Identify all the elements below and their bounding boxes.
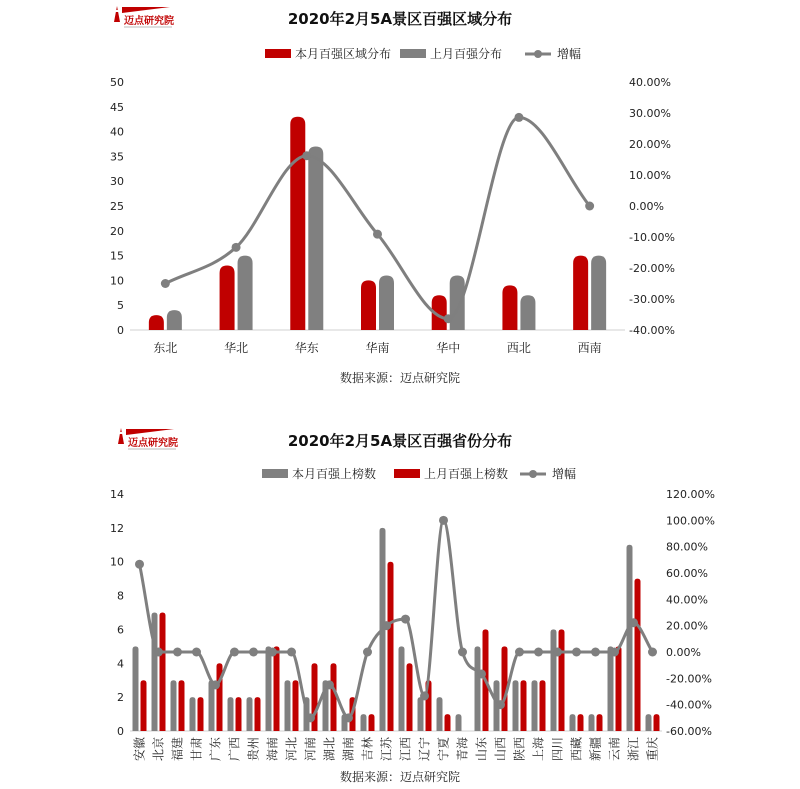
y-tick-label: 15 [110, 249, 124, 263]
x-category-label: 西北 [506, 341, 531, 355]
legend-label: 增幅 [557, 47, 582, 61]
legend-label: 上月百强分布 [430, 47, 503, 61]
logo-window-icon [120, 432, 123, 434]
line-point [344, 713, 353, 722]
legend-swatch [394, 469, 420, 478]
line-point [154, 648, 163, 657]
line-point [382, 621, 391, 630]
line-point [161, 279, 170, 288]
line-point [572, 648, 581, 657]
y-tick-label: 0 [117, 324, 124, 337]
x-category-label: 西南 [577, 341, 602, 355]
legend-item [400, 46, 502, 61]
line-point [192, 648, 201, 657]
bar-上月百强上榜数 [445, 714, 451, 731]
y2-tick-label: -60.00% [666, 725, 712, 738]
y-tick-label: 35 [110, 150, 124, 164]
x-category-label: 安徽 [132, 737, 147, 762]
line-point [306, 713, 315, 722]
legend-label: 本月百强区域分布 [295, 47, 392, 61]
y-tick-label: 0 [117, 725, 124, 738]
legend-swatch [400, 49, 426, 58]
x-category-label: 广西 [227, 737, 242, 762]
bar-上月百强上榜数 [179, 680, 185, 731]
legend-item [262, 466, 376, 481]
y-tick-label: 30 [110, 175, 124, 189]
bar-本月百强上榜数 [608, 646, 614, 731]
line-point [173, 648, 182, 657]
bar-本月百强上榜数 [285, 680, 291, 731]
line-point [302, 151, 311, 160]
bar-本月百强区域分布 [361, 280, 376, 330]
y-tick-label: 10 [110, 555, 124, 569]
y-tick-label: 25 [110, 200, 124, 213]
bar-上月百强上榜数 [635, 579, 641, 731]
y-tick-label: 6 [117, 623, 124, 637]
bar-本月百强上榜数 [589, 714, 595, 731]
x-category-label: 山西 [493, 737, 508, 762]
y2-tick-label: 20.00% [629, 138, 671, 151]
line-point [420, 691, 429, 700]
y2-tick-label: 120.00% [666, 488, 715, 501]
y-tick-label: 2 [117, 691, 124, 705]
line-point [373, 230, 382, 239]
y-tick-label: 14 [110, 488, 124, 501]
line-point [610, 648, 619, 657]
y2-tick-label: 0.00% [629, 200, 664, 213]
y2-tick-label: 60.00% [666, 567, 708, 580]
chart-2 [110, 432, 715, 784]
x-category-label: 海南 [265, 737, 280, 762]
line-point [458, 648, 467, 657]
y2-tick-label: -10.00% [629, 231, 675, 244]
bar-上月百强上榜数 [388, 562, 394, 731]
line-point [232, 243, 241, 252]
line-point [496, 700, 505, 709]
x-category-label: 华东 [294, 341, 319, 355]
data-source-note: 数据来源：迈点研究院 [339, 371, 461, 385]
logo-lighthouse-icon [114, 6, 120, 22]
bar-本月百强区域分布 [290, 117, 305, 330]
bar-本月百强上榜数 [437, 697, 443, 731]
bar-上月百强上榜数 [369, 714, 375, 731]
bar-本月百强上榜数 [646, 714, 652, 731]
chart-title: 2020年2月5A景区百强区域分布 [287, 10, 513, 28]
line-point [553, 648, 562, 657]
y-tick-label: 20 [110, 224, 124, 238]
y2-tick-label: 10.00% [629, 169, 671, 182]
x-category-label: 云南 [607, 737, 622, 762]
legend-marker [529, 470, 537, 478]
x-category-label: 陕西 [512, 737, 527, 762]
bar-上月百强上榜数 [198, 697, 204, 731]
bar-本月百强上榜数 [551, 629, 557, 731]
y-tick-label: 5 [117, 299, 124, 313]
chart-1 [110, 10, 675, 385]
line-point [287, 648, 296, 657]
y2-tick-label: 40.00% [666, 593, 708, 607]
x-category-label: 湖南 [341, 737, 356, 762]
legend-swatch [262, 469, 288, 478]
x-category-label: 江西 [398, 737, 413, 762]
bar-上月百强分布 [167, 310, 182, 330]
y-tick-label: 45 [110, 100, 124, 114]
line-point [401, 615, 410, 624]
bar-本月百强上榜数 [133, 646, 139, 731]
data-source-note: 数据来源：迈点研究院 [339, 770, 461, 784]
line-point [211, 680, 220, 689]
legend-label: 增幅 [552, 467, 577, 481]
x-category-label: 华南 [365, 341, 390, 355]
y-tick-label: 50 [110, 76, 124, 89]
y-tick-label: 40 [110, 125, 124, 139]
bar-上月百强上榜数 [578, 714, 584, 731]
bar-本月百强上榜数 [532, 680, 538, 731]
y2-tick-label: -40.00% [666, 698, 712, 712]
logo [114, 6, 174, 27]
bar-上月百强上榜数 [521, 680, 527, 731]
y2-tick-label: -20.00% [666, 672, 712, 686]
bar-上月百强上榜数 [654, 714, 660, 731]
bar-上月百强上榜数 [293, 680, 299, 731]
line-point [363, 648, 372, 657]
x-category-label: 四川 [550, 737, 565, 762]
bar-本月百强上榜数 [266, 646, 272, 731]
x-category-label: 辽宁 [417, 737, 432, 762]
x-category-label: 浙江 [626, 737, 641, 762]
line-point [249, 648, 258, 657]
x-category-label: 吉林 [360, 737, 375, 762]
y-tick-label: 4 [117, 657, 124, 671]
logo [118, 428, 178, 449]
x-category-label: 青海 [455, 737, 470, 762]
bar-上月百强上榜数 [274, 646, 280, 731]
legend-label: 本月百强上榜数 [292, 467, 377, 481]
line-point [439, 516, 448, 525]
legend-item [265, 46, 391, 61]
x-category-label: 东北 [153, 341, 178, 355]
bar-上月百强上榜数 [616, 646, 622, 731]
x-category-label: 华中 [436, 341, 461, 355]
bar-本月百强区域分布 [220, 266, 235, 330]
x-category-label: 新疆 [588, 737, 603, 762]
line-point [477, 669, 486, 678]
line-point [268, 648, 277, 657]
bar-上月百强上榜数 [160, 613, 166, 732]
line-point [515, 648, 524, 657]
x-category-label: 广东 [208, 737, 223, 762]
bar-本月百强上榜数 [247, 697, 253, 731]
line-point [135, 560, 144, 569]
logo-text: 迈点研究院 [124, 16, 174, 27]
logo-lighthouse-icon [118, 428, 124, 444]
x-category-label: 甘肃 [189, 737, 204, 762]
x-category-label: 重庆 [645, 737, 660, 762]
y2-tick-label: 100.00% [666, 514, 715, 528]
chart-title: 2020年2月5A景区百强省份分布 [287, 432, 513, 450]
logo-window-icon [116, 10, 119, 12]
legend-item [520, 466, 576, 481]
x-category-label: 华北 [224, 341, 249, 355]
bar-上月百强分布 [379, 275, 394, 330]
line-point [325, 680, 334, 689]
y2-tick-label: 20.00% [666, 619, 708, 633]
bar-本月百强上榜数 [513, 680, 519, 731]
bar-本月百强上榜数 [228, 697, 234, 731]
logo-flag-icon [126, 429, 174, 435]
bar-上月百强上榜数 [559, 629, 565, 731]
bar-上月百强分布 [520, 295, 535, 330]
bar-本月百强区域分布 [573, 256, 588, 330]
y-tick-label: 10 [110, 274, 124, 288]
y-tick-label: 8 [117, 589, 124, 603]
line-point [534, 648, 543, 657]
line-point [591, 648, 600, 657]
x-category-label: 福建 [170, 737, 185, 762]
bar-本月百强区域分布 [149, 315, 164, 330]
bar-上月百强分布 [591, 256, 606, 330]
logo-text: 迈点研究院 [128, 438, 178, 449]
bar-上月百强分布 [238, 256, 253, 330]
x-category-label: 山东 [474, 737, 489, 762]
x-category-label: 河南 [303, 737, 318, 762]
bar-上月百强上榜数 [597, 714, 603, 731]
bar-上月百强上榜数 [540, 680, 546, 731]
bar-上月百强上榜数 [331, 663, 337, 731]
bar-本月百强上榜数 [627, 545, 633, 731]
y2-tick-label: -20.00% [629, 262, 675, 275]
y2-tick-label: 80.00% [666, 540, 708, 554]
x-category-label: 湖北 [322, 737, 337, 762]
y2-tick-label: 40.00% [629, 76, 671, 89]
y-tick-label: 12 [110, 521, 124, 535]
x-category-label: 河北 [284, 737, 299, 762]
line-point [444, 314, 453, 323]
bar-本月百强上榜数 [475, 646, 481, 731]
bar-上月百强上榜数 [407, 663, 413, 731]
x-category-label: 上海 [531, 737, 546, 762]
x-category-label: 宁夏 [436, 737, 451, 762]
bar-上月百强上榜数 [141, 680, 147, 731]
legend-item [525, 46, 581, 61]
legend-item [394, 466, 508, 481]
bar-本月百强上榜数 [399, 646, 405, 731]
x-category-label: 江苏 [379, 737, 394, 762]
bar-本月百强上榜数 [570, 714, 576, 731]
bar-上月百强分布 [308, 146, 323, 330]
x-category-label: 北京 [151, 737, 166, 762]
legend-marker [534, 50, 542, 58]
bar-上月百强分布 [450, 275, 465, 330]
logo-flag-icon [122, 7, 170, 13]
y2-tick-label: -30.00% [629, 293, 675, 306]
bar-本月百强上榜数 [418, 697, 424, 731]
bar-上月百强上榜数 [236, 697, 242, 731]
legend-swatch [265, 49, 291, 58]
line-point [514, 113, 523, 122]
line-point [629, 618, 638, 627]
legend-label: 上月百强上榜数 [424, 467, 509, 481]
line-point [648, 648, 657, 657]
y2-tick-label: 30.00% [629, 107, 671, 120]
y2-tick-label: -40.00% [629, 324, 675, 337]
x-category-label: 西藏 [569, 737, 584, 762]
line-point [230, 648, 239, 657]
bar-本月百强上榜数 [171, 680, 177, 731]
line-point [585, 202, 594, 211]
x-category-label: 贵州 [246, 737, 261, 762]
bar-本月百强上榜数 [361, 714, 367, 731]
bar-本月百强上榜数 [190, 697, 196, 731]
bar-本月百强区域分布 [502, 285, 517, 330]
bar-本月百强上榜数 [456, 714, 462, 731]
y2-tick-label: 0.00% [666, 646, 701, 659]
bar-上月百强上榜数 [255, 697, 261, 731]
